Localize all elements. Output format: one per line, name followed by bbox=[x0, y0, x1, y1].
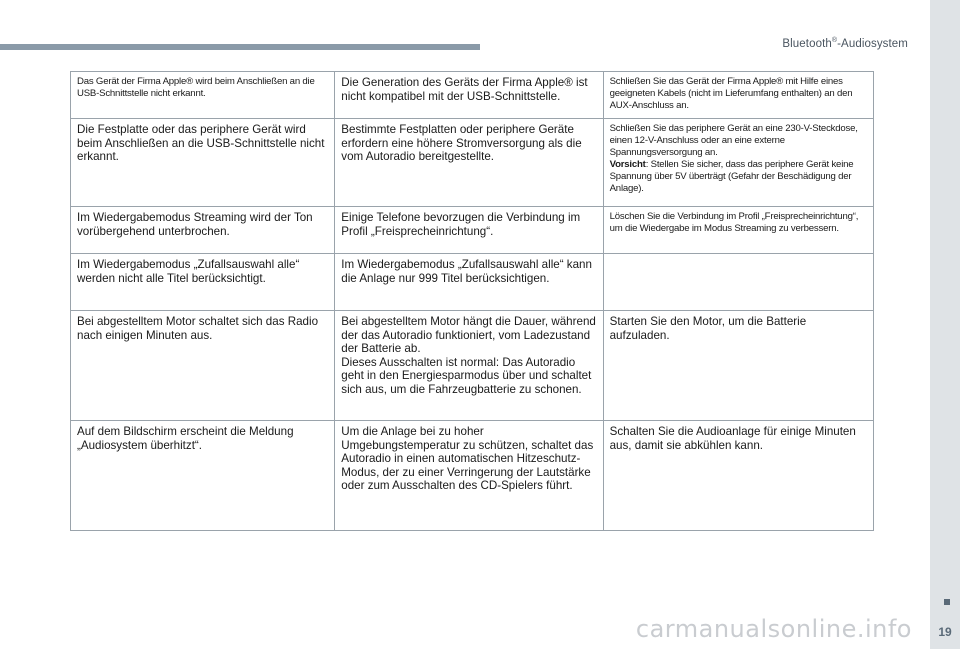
cause-extra-text: Dieses Ausschalten ist normal: Das Autoradio geht in den Energiesparmodus über und schaltet sich aus, um die Fahrzeugbatterie zu schonen. bbox=[341, 355, 592, 396]
problem-cell: Im Wiedergabemodus „Zufallsauswahl alle“ werden nicht alle Titel berücksichtigt. bbox=[71, 254, 335, 311]
side-tab-bar bbox=[930, 0, 960, 649]
page-marker bbox=[944, 599, 950, 605]
cause-cell: Die Generation des Geräts der Firma Apple® ist nicht kompatibel mit der USB-Schnittstelle. bbox=[335, 72, 603, 119]
cause-cell bbox=[335, 311, 603, 421]
solution-cell: Schließen Sie das Gerät der Firma Apple® mit Hilfe eines geeigneten Kabels (nicht im Lieferumfang enthalten) an den AUX-Anschluss an. bbox=[603, 72, 873, 119]
page-number: 19 bbox=[938, 625, 952, 639]
solution-cell bbox=[603, 119, 873, 207]
table-row bbox=[71, 72, 874, 119]
cause-cell: Einige Telefone bevorzugen die Verbindung im Profil „Freisprecheinrichtung“. bbox=[335, 207, 603, 254]
table-row bbox=[71, 207, 874, 254]
warning-label: Vorsicht bbox=[609, 159, 646, 170]
warning-text: : Stellen Sie sicher, dass das periphere Gerät keine Spannung über 5V überträgt (Gefahr der Beschädigung der Anlage). bbox=[609, 159, 854, 194]
registered-mark: ® bbox=[831, 37, 838, 45]
problem-cell: Bei abgestelltem Motor schaltet sich das Radio nach einigen Minuten aus. bbox=[71, 311, 335, 421]
problem-cell: Das Gerät der Firma Apple® wird beim Anschließen an die USB-Schnittstelle nicht erkannt. bbox=[71, 72, 335, 119]
cause-text: Bei abgestelltem Motor hängt die Dauer, während der das Autoradio funktioniert, vom Ladezustand der Batterie ab. bbox=[341, 315, 596, 356]
troubleshooting-table bbox=[70, 71, 874, 531]
cause-cell: Im Wiedergabemodus „Zufallsauswahl alle“ kann die Anlage nur 999 Titel berücksichtigen. bbox=[335, 254, 603, 311]
table-row bbox=[71, 119, 874, 207]
title-text: Bluetooth bbox=[782, 38, 832, 50]
section-title bbox=[782, 38, 908, 50]
solution-cell: Löschen Sie die Verbindung im Profil „Freisprecheinrichtung“, um die Wiedergabe im Modus Streaming zu verbessern. bbox=[603, 207, 873, 254]
watermark: carmanualsonline.info bbox=[635, 615, 912, 643]
problem-cell: Im Wiedergabemodus Streaming wird der Ton vorübergehend unterbrochen. bbox=[71, 207, 335, 254]
solution-text: Schließen Sie das periphere Gerät an eine 230-V-Steckdose, einen 12-V-Anschluss oder an eine externe Spannungsversorgung an. bbox=[609, 123, 858, 158]
solution-cell bbox=[603, 254, 873, 311]
table-row bbox=[71, 254, 874, 311]
table-row bbox=[71, 421, 874, 531]
solution-cell: Schalten Sie die Audioanlage für einige Minuten aus, damit sie abkühlen kann. bbox=[603, 421, 873, 531]
problem-cell: Auf dem Bildschirm erscheint die Meldung „Audiosystem überhitzt“. bbox=[71, 421, 335, 531]
table-row bbox=[71, 311, 874, 421]
problem-cell: Die Festplatte oder das periphere Gerät wird beim Anschließen an die USB-Schnittstelle nicht erkannt. bbox=[71, 119, 335, 207]
header-rule bbox=[0, 44, 480, 50]
title-suffix: -Audiosystem bbox=[837, 38, 908, 50]
cause-cell: Bestimmte Festplatten oder periphere Geräte erfordern eine höhere Stromversorgung als die vom Autoradio bereitgestellte. bbox=[335, 119, 603, 207]
cause-cell: Um die Anlage bei zu hoher Umgebungstemperatur zu schützen, schaltet das Autoradio in einen automatischen Hitzeschutz-Modus, der zu einer Verringerung der Lautstärke oder zum Ausschalten des CD-Spielers führt. bbox=[335, 421, 603, 531]
solution-cell: Starten Sie den Motor, um die Batterie aufzuladen. bbox=[603, 311, 873, 421]
